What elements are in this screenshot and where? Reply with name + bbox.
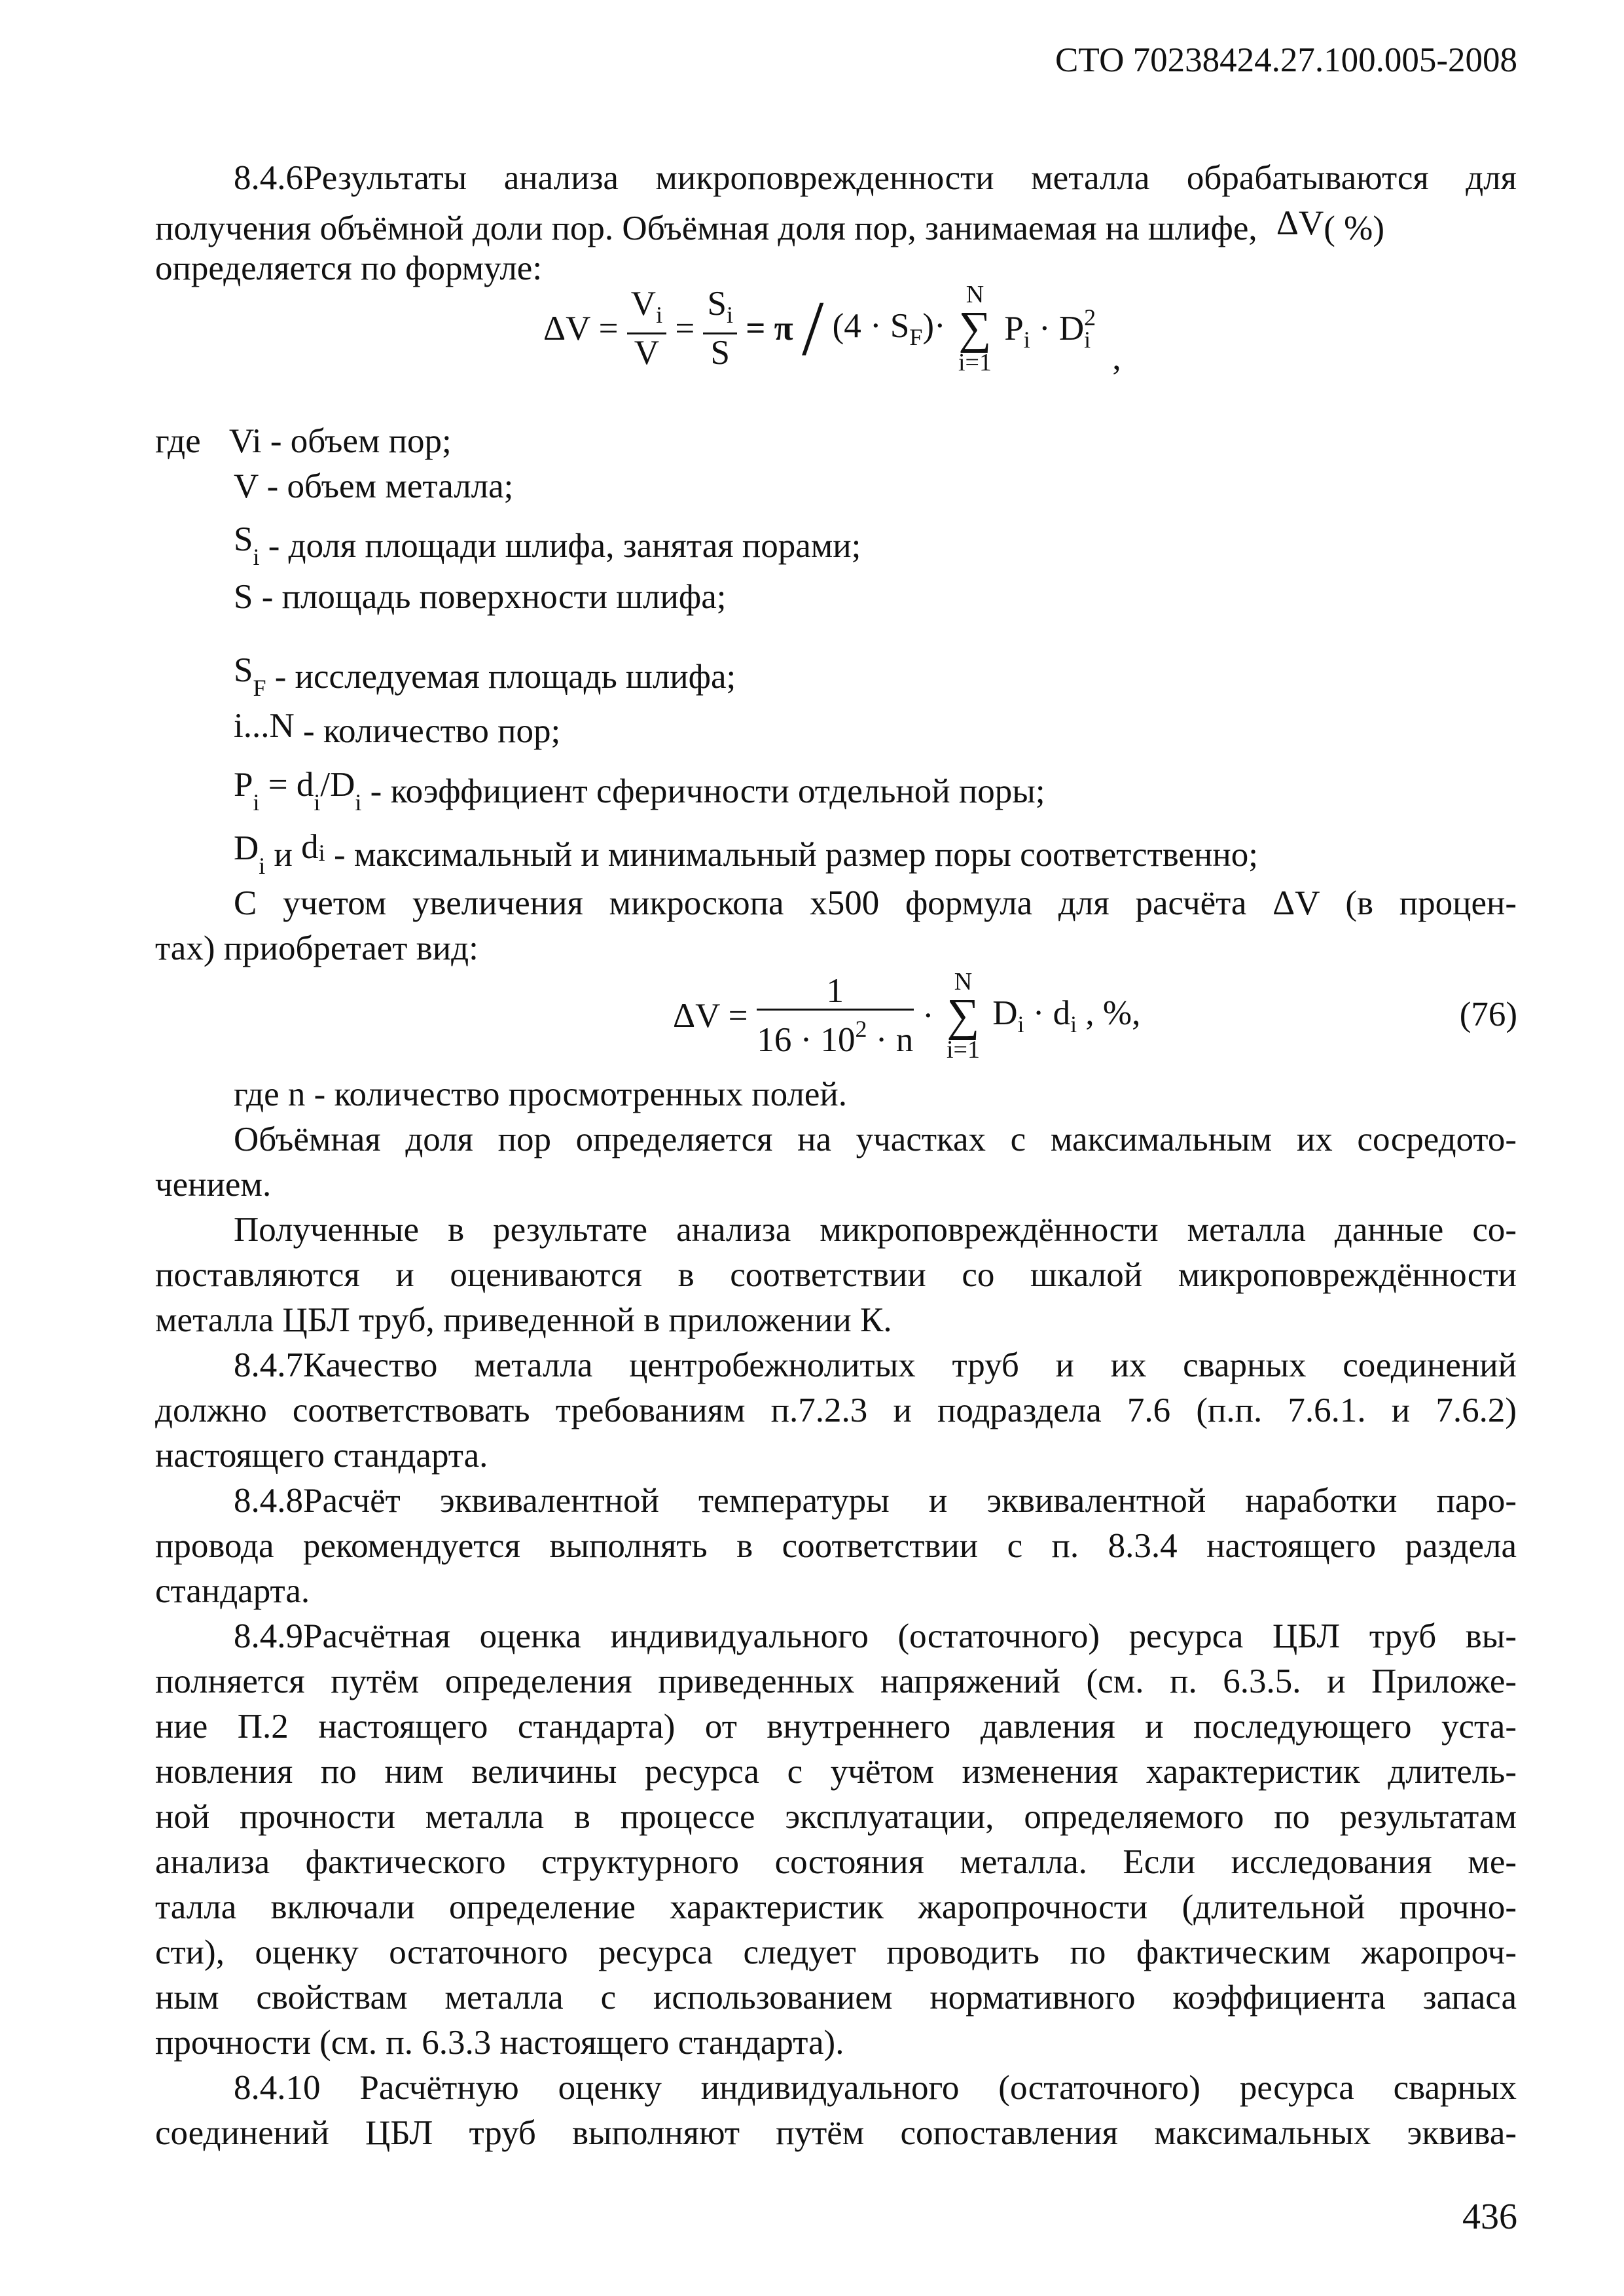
formula-number-76: (76) [1459, 996, 1517, 1033]
paragraph-846-line-2-text: получения объёмной доли пор. Объёмная доля пор, занимаемая на шлифе, [155, 209, 1257, 247]
paragraph-849-line-3: ние П.2 настоящего стандарта) от внутреннего давления и последующего уста- [155, 1708, 1517, 1746]
legend-di-symbol: D [234, 829, 259, 867]
legend-in-text: - количество пор; [294, 712, 561, 750]
legend-pi-slash: /D [320, 766, 355, 804]
legend-pi-sub: i [253, 789, 260, 816]
legend-di-text: - максимальный и минимальный размер поры соответственно; [325, 836, 1258, 874]
results-line-2: поставляются и оцениваются в соответствии со шкалой микроповреждённости [155, 1256, 1517, 1294]
formula2-lhs: ΔV = [673, 997, 748, 1035]
results-line-1: Полученные в результате анализа микроповреждённости металла данные со- [234, 1211, 1517, 1249]
formula1-eq1: = [675, 310, 695, 348]
legend-pi-text: - коэффициент сферичности отдельной поры; [361, 772, 1045, 810]
legend-pi [234, 762, 1045, 825]
formula1-summation [958, 281, 992, 376]
legend-si [234, 517, 861, 579]
term2-d-sub: i [1017, 1011, 1024, 1037]
fraction-si-over-s [703, 286, 737, 371]
legend-sf-text: - исследуемая площадь шлифа; [266, 658, 736, 696]
term-p: P [1004, 310, 1024, 348]
legend-di-sub: i [259, 853, 266, 879]
legend-si-symbol: S [234, 520, 253, 558]
legend-vi-text: Vi - объем пор; [228, 422, 452, 460]
f2-one: 1 [757, 973, 914, 1011]
formula1-term [1004, 304, 1096, 353]
formula-76 [673, 969, 1140, 1063]
paren-sub: F [909, 324, 923, 350]
sum2-bottom: i=1 [946, 1036, 980, 1064]
legend-pi-eq: = d [259, 766, 314, 804]
formula2-summation [947, 969, 980, 1063]
paragraph-847-line-1: 8.4.7Качество металла центробежнолитых труб и их сварных соединений [234, 1346, 1517, 1384]
paragraph-849-line-7: талла включали определение характеристик жаропрочности (длительной прочно- [155, 1888, 1517, 1926]
f2-den-tail: · n [867, 1021, 914, 1059]
document-code-header: СТО 70238424.27.100.005-2008 [1055, 41, 1517, 79]
f1-den: V [634, 334, 660, 372]
fraction-one-over-16e2n [757, 973, 914, 1058]
term-d-sup: 2 [1084, 304, 1096, 331]
f2-den [757, 1011, 914, 1058]
legend-sf [234, 648, 736, 710]
results-line-3: металла ЦБЛ труб, приведенной в приложении К. [155, 1301, 892, 1339]
paragraph-846-line-3: определяется по формуле: [155, 249, 543, 287]
sum-top: N [965, 281, 984, 308]
paren-text: (4 · S [832, 307, 910, 345]
paragraph-846-line-1: 8.4.6Результаты анализа микроповрежденности металла обрабатываются для [234, 159, 1517, 197]
legend-di-and: и [265, 836, 302, 874]
legend-pi-sub2: i [314, 789, 321, 816]
volume-line-2: чением. [155, 1166, 272, 1204]
legend-vi [155, 419, 452, 463]
legend-si-sub: i [253, 544, 260, 570]
legend-v: V - объем металла; [234, 467, 514, 505]
paren-close: )· [922, 307, 946, 345]
paragraph-849-line-2: полняется путём определения приведенных напряжений (см. п. 6.3.5. и Приложе- [155, 1662, 1517, 1700]
legend-si-text: - доля площади шлифа, занятая порами; [259, 527, 861, 565]
f2-num: S [707, 285, 727, 323]
term2-d: D [992, 994, 1018, 1032]
legend-s: S - площадь поверхности шлифа; [234, 578, 727, 616]
formula1-paren [832, 307, 946, 350]
f1-num-sub: i [656, 302, 663, 328]
legend-di2-symbol: d [301, 828, 319, 866]
paragraph-849-line-8: сти), оценку остаточного ресурса следует проводить по фактическим жаропроч- [155, 1933, 1517, 1971]
paragraph-846-line-2 [155, 201, 1384, 251]
microscope-line-2: тах) приобретает вид: [155, 929, 478, 967]
paragraph-848-line-3: стандарта. [155, 1572, 310, 1610]
f2-den: S [710, 334, 730, 372]
f1-num: V [630, 285, 657, 323]
paragraph-847-line-2: должно соответствовать требованиям п.7.2.3 и подраздела 7.6 (п.п. 7.6.1. и 7.6.2) [155, 1391, 1517, 1429]
legend-sf-symbol: S [234, 651, 253, 689]
microscope-line-1: С учетом увеличения микроскопа х500 формула для расчёта ΔV (в процен- [234, 884, 1517, 922]
where-n-line: где n - количество просмотренных полей. [234, 1075, 847, 1113]
formula1-slash: / [801, 285, 824, 372]
paragraph-849-line-4: новления по ним величины ресурса с учётом изменения характеристик длитель- [155, 1753, 1517, 1791]
paragraph-849-line-10: прочности (см. п. 6.3.3 настоящего стандарта). [155, 2024, 844, 2062]
percent-unit: ( %) [1324, 209, 1384, 247]
term2-dsmall: · d [1024, 994, 1071, 1032]
term-p-sub: i [1023, 327, 1030, 353]
paragraph-8410-line-2: соединений ЦБЛ труб выполняют путём сопоставления максимальных эквива- [155, 2114, 1517, 2152]
sum-symbol: ∑ [958, 303, 992, 353]
f2-den-sup: 2 [855, 1016, 867, 1042]
formula1-trailing-comma: , [1112, 339, 1121, 378]
fraction-vi-over-v [627, 286, 666, 371]
term2-tail: , %, [1077, 994, 1141, 1032]
legend-pi-symbol: P [234, 766, 253, 804]
delta-v-symbol: ΔV [1276, 204, 1324, 242]
paragraph-848-line-1: 8.4.8Расчёт эквивалентной температуры и эквивалентной наработки паро- [234, 1482, 1517, 1520]
paragraph-849-line-6: анализа фактического структурного состояния металла. Если исследования ме- [155, 1843, 1517, 1881]
page-number: 436 [1462, 2197, 1517, 2237]
paragraph-849-line-1: 8.4.9Расчётная оценка индивидуального (остаточного) ресурса ЦБЛ труб вы- [234, 1617, 1517, 1655]
term-d-sub: i [1084, 327, 1091, 353]
sum2-symbol: ∑ [947, 990, 980, 1041]
paragraph-849-line-9: ным свойствам металла с использованием нормативного коэффициента запаса [155, 1979, 1517, 2017]
term-d: · D [1030, 310, 1085, 348]
paragraph-8410-line-1: 8.4.10 Расчётную оценку индивидуального (остаточного) ресурса сварных [234, 2069, 1517, 2107]
legend-in-symbol: i...N [234, 707, 295, 745]
formula2-dot: · [922, 997, 934, 1035]
formula-pore-volume-fraction [543, 281, 1121, 378]
formula2-term [992, 994, 1141, 1037]
formula1-eq-pi: = π [746, 310, 793, 348]
legend-i-n [234, 704, 560, 753]
f2-num-sub: i [726, 302, 733, 328]
paragraph-848-line-2: провода рекомендуется выполнять в соответствии с п. 8.3.4 настоящего раздела [155, 1527, 1517, 1565]
legend-sf-sub: F [253, 675, 266, 701]
term2-dsmall-sub: i [1070, 1011, 1077, 1037]
legend-di [234, 825, 1258, 888]
legend-di2-sub: i [318, 840, 325, 866]
sum2-top: N [954, 968, 973, 996]
volume-line-1: Объёмная доля пор определяется на участках с максимальным их сосредото- [234, 1121, 1517, 1158]
paragraph-849-line-5: ной прочности металла в процессе эксплуатации, определяемого по результатам [155, 1798, 1517, 1836]
sum-bottom: i=1 [958, 349, 992, 376]
paragraph-847-line-3: настоящего стандарта. [155, 1437, 488, 1475]
legend-where: где [155, 422, 201, 460]
legend-pi-sub3: i [355, 789, 362, 816]
formula1-lhs: ΔV = [543, 310, 619, 348]
f2-den-main: 16 · 10 [757, 1021, 856, 1059]
